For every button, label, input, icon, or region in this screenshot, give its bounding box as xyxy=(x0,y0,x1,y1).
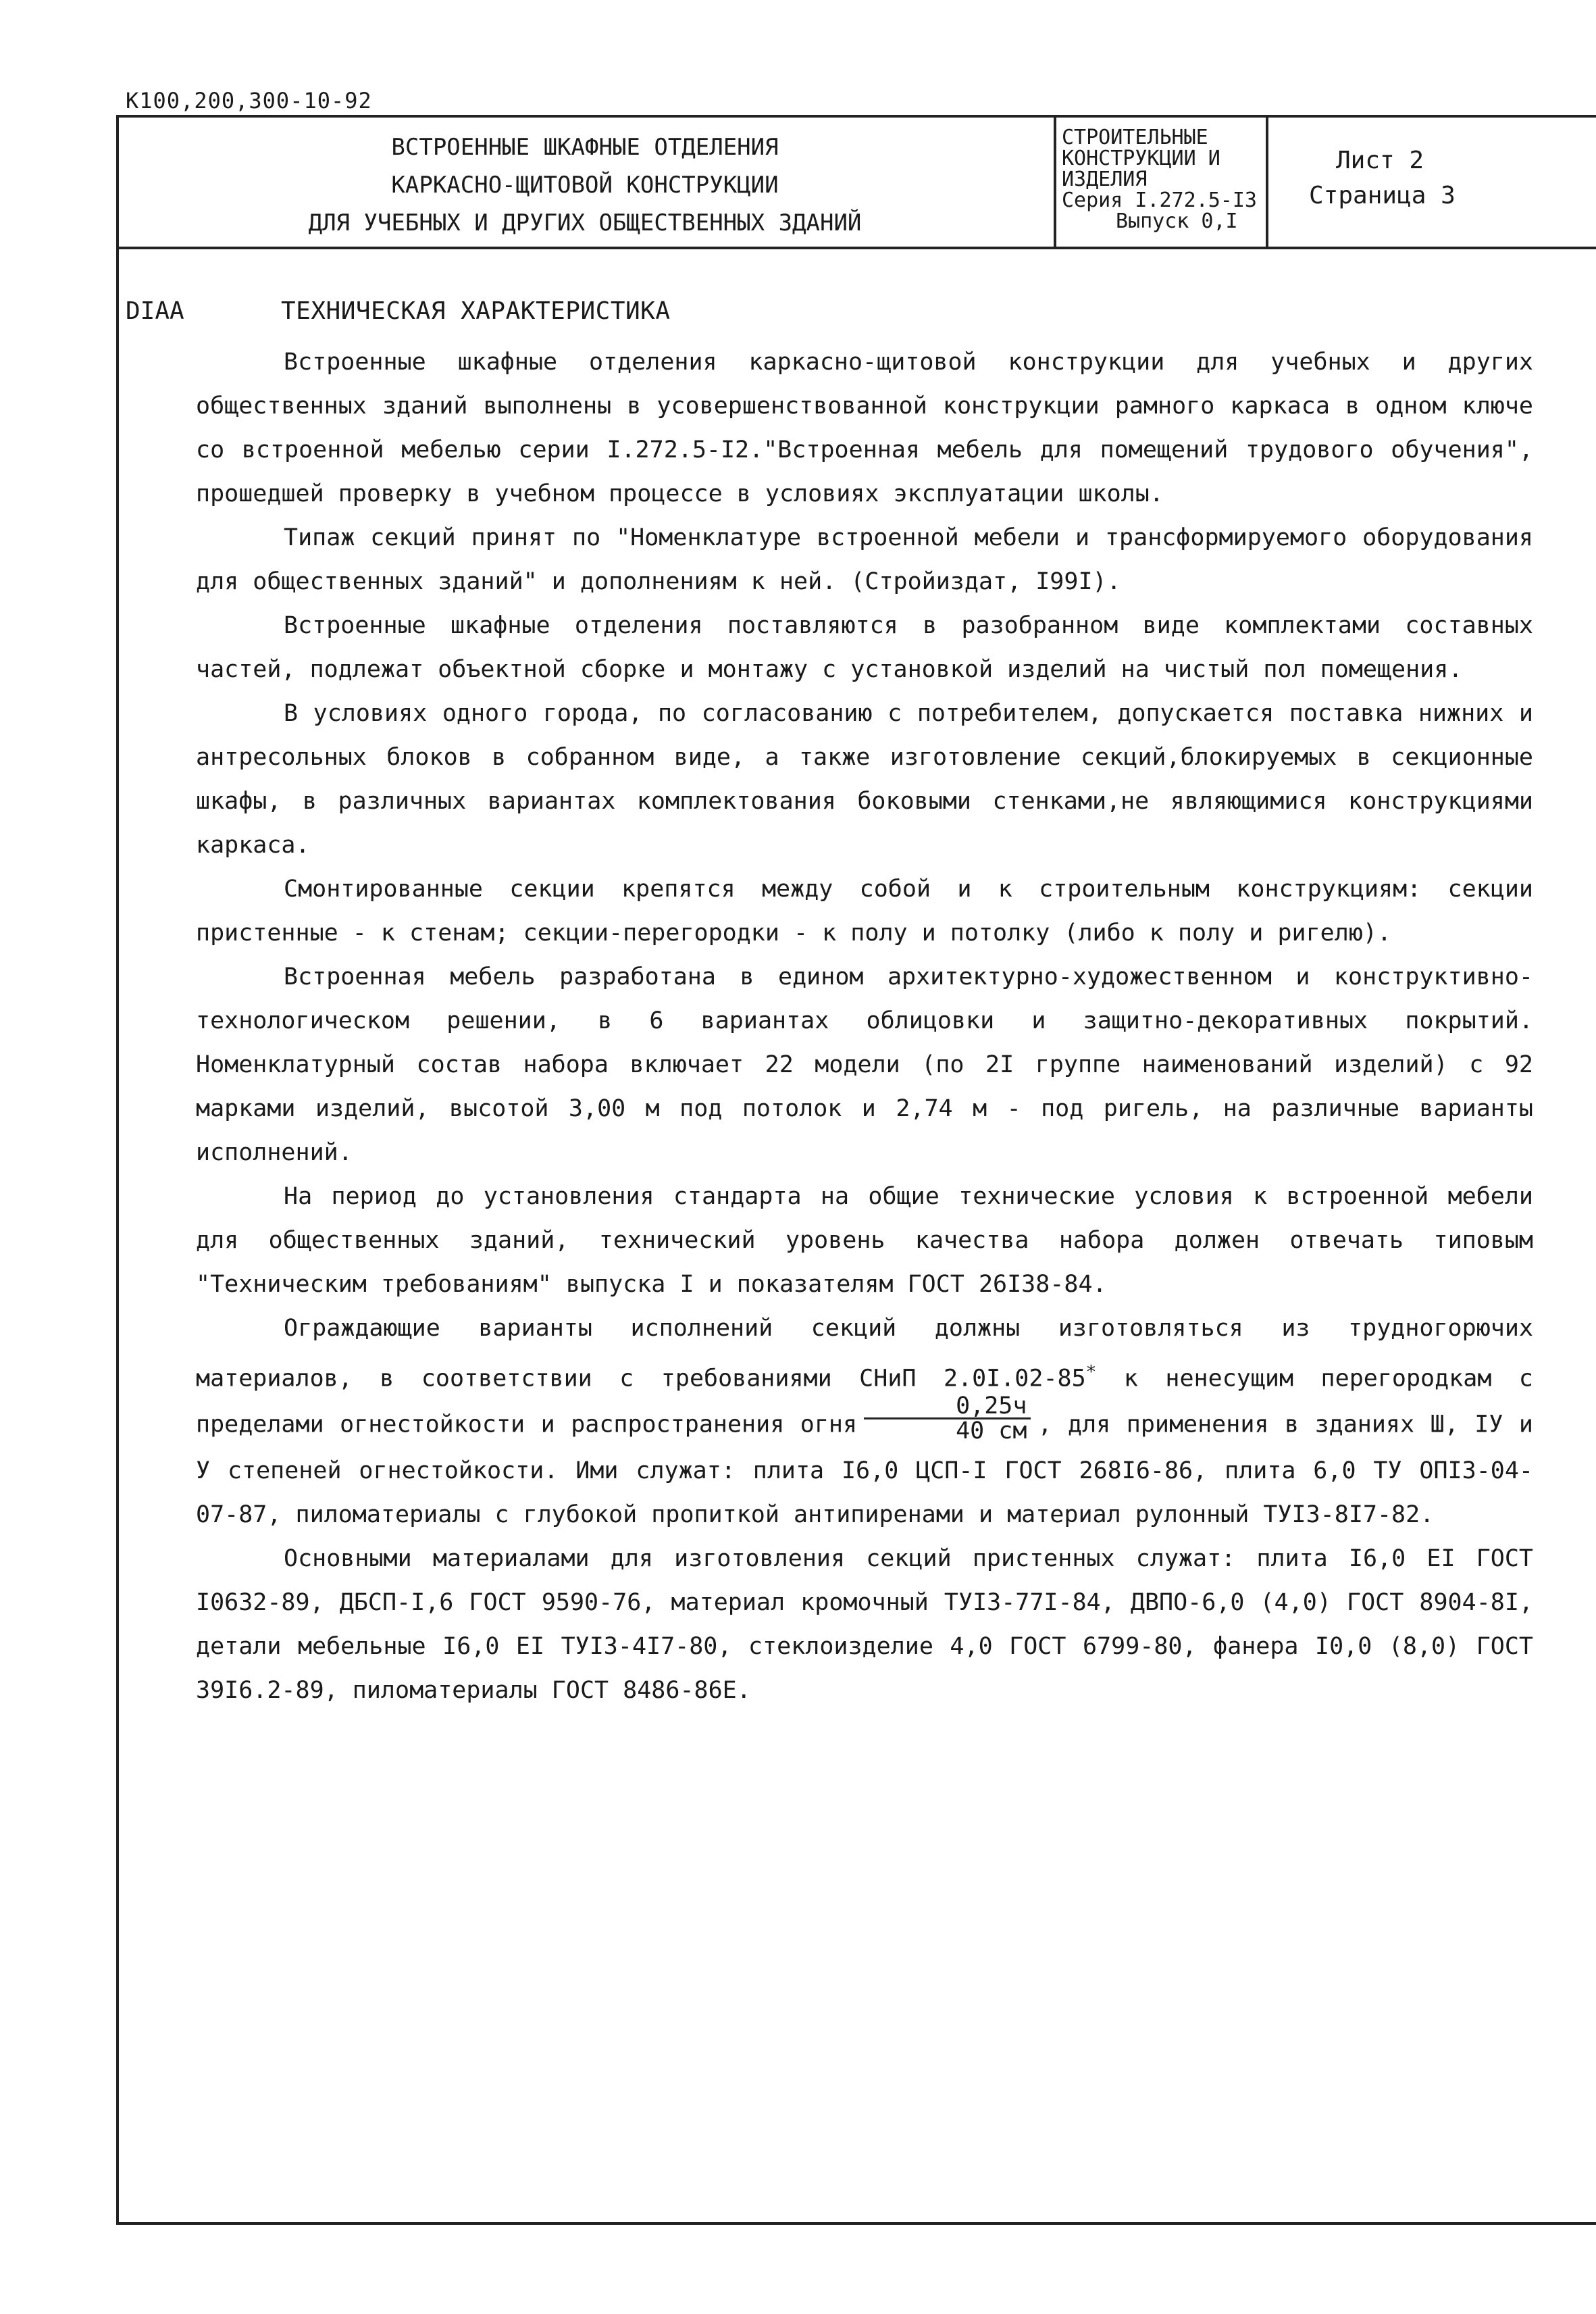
series-title-line: ИЗДЕЛИЯ xyxy=(1062,168,1148,191)
title-line: ДЛЯ УЧЕБНЫХ И ДРУГИХ ОБЩЕСТВЕННЫХ ЗДАНИЙ xyxy=(308,209,862,236)
footnote-mark: * xyxy=(1085,1362,1097,1382)
sheet-number: Лист 2 xyxy=(1336,147,1424,174)
paragraph: Встроенные шкафные отделения каркасно-щитовой конструкции для учебных и других общественных зданий выполнены в усовершенствованной конструкции рамного каркаса в одном ключе со встроенной мебелью серии I.272.5-I2."Встроенная мебель для помещений трудового обучения", прошедшей проверку в учебном процессе в условиях эксплуатации школы. xyxy=(196,349,1533,507)
document-title xyxy=(116,115,1056,247)
paragraph: В условиях одного города, по согласованию с потребителем, допускается поставка нижних и антресольных блоков в собранном виде, а также изготовление секций,блокируемых в секционные шкафы, в различных вариантах комплектования боковыми стенками,не являющимися конструкциями каркаса. xyxy=(196,700,1533,859)
fraction-denominator: 40 см xyxy=(956,1417,1027,1444)
paragraph: Встроенная мебель разработана в едином архитектурно-художественном и конструктивно-технологическом решении, в 6 вариантах облицовки и защитно-декоративных покрытий. Номенклатурный состав набора включает 22 модели (по 2I группе наименований изделий) с 92 марками изделий, высотой 3,00 м под потолок и 2,74 м - под ригель, на различные варианты исполнений. xyxy=(196,963,1533,1166)
title-line: КАРКАСНО-ЩИТОВОЙ КОНСТРУКЦИИ xyxy=(391,172,779,199)
text-body xyxy=(196,341,1533,1713)
series-cell xyxy=(1056,115,1266,247)
title-line: ВСТРОЕННЫЕ ШКАФНЫЕ ОТДЕЛЕНИЯ xyxy=(391,134,779,161)
paragraph-part: к ненесущим перегородкам с пределами огнестойкости и распространения огня xyxy=(196,1365,1533,1438)
series-number: Серия I.272.5-I3 xyxy=(1062,188,1257,212)
issue-number: Выпуск 0,I xyxy=(1116,209,1238,233)
page-number: Страница 3 xyxy=(1309,182,1456,209)
fire-rating-fraction xyxy=(864,1394,1031,1442)
section-code: DIAA xyxy=(126,297,184,325)
document-code: К100,200,300-10-92 xyxy=(126,88,372,114)
paragraph: Основными материалами для изготовления секций пристенных служат: плита I6,0 ЕI ГОСТ I0632-89, ДБСП-I,6 ГОСТ 9590-76, материал кромочный ТУI3-77I-84, ДВПО-6,0 (4,0) ГОСТ 8904-8I, детали мебельные I6,0 ЕI ТУI3-4I7-80, стеклоизделие 4,0 ГОСТ 6799-80, фанера I0,0 (8,0) ГОСТ 39I6.2-89, пиломатериалы ГОСТ 8486-86Е. xyxy=(196,1544,1533,1704)
section-title: ТЕХНИЧЕСКАЯ ХАРАКТЕРИСТИКА xyxy=(281,297,671,325)
title-block xyxy=(116,115,1596,249)
paragraph: Типаж секций принят по "Номенклатуре встроенной мебели и трансформируемого оборудования для общественных зданий" и дополнениям к ней. (Стройиздат, I99I). xyxy=(196,524,1533,595)
paragraph-part: Ограждающие варианты исполнений секций должны изготовляться из трудногорючих материалов, в соответствии с требованиями СНиП 2.0I.02-85 xyxy=(196,1315,1533,1392)
paragraph xyxy=(196,1307,1533,1537)
paragraph-part: , для применения в зданиях Ш, IУ и У степеней огнестойкости. Ими служат: плита I6,0 ЦСП-I ГОСТ 268I6-86, плита 6,0 ТУ ОПI3-04-07-87, пиломатериалы с глубокой пропиткой антипиренами и материал рулонный ТУI3-8I7-82. xyxy=(196,1411,1533,1528)
paragraph: Встроенные шкафные отделения поставляются в разобранном виде комплектами составных частей, подлежат объектной сборке и монтажу с установкой изделий на чистый пол помещения. xyxy=(196,612,1533,683)
series-title-line: КОНСТРУКЦИИ И xyxy=(1062,147,1220,170)
paragraph: На период до установления стандарта на общие технические условия к встроенной мебели для общественных зданий, технический уровень качества набора должен отвечать типовым "Техническим требованиям" выпуска I и показателям ГОСТ 26I38-84. xyxy=(196,1183,1533,1298)
sheet-cell xyxy=(1266,115,1518,247)
series-title-line: СТРОИТЕЛЬНЫЕ xyxy=(1062,126,1208,149)
paragraph: Смонтированные секции крепятся между собой и к строительным конструкциям: секции пристенные - к стенам; секции-перегородки - к полу и потолку (либо к полу и ригелю). xyxy=(196,876,1533,947)
fraction-numerator: 0,25ч xyxy=(864,1394,1031,1419)
